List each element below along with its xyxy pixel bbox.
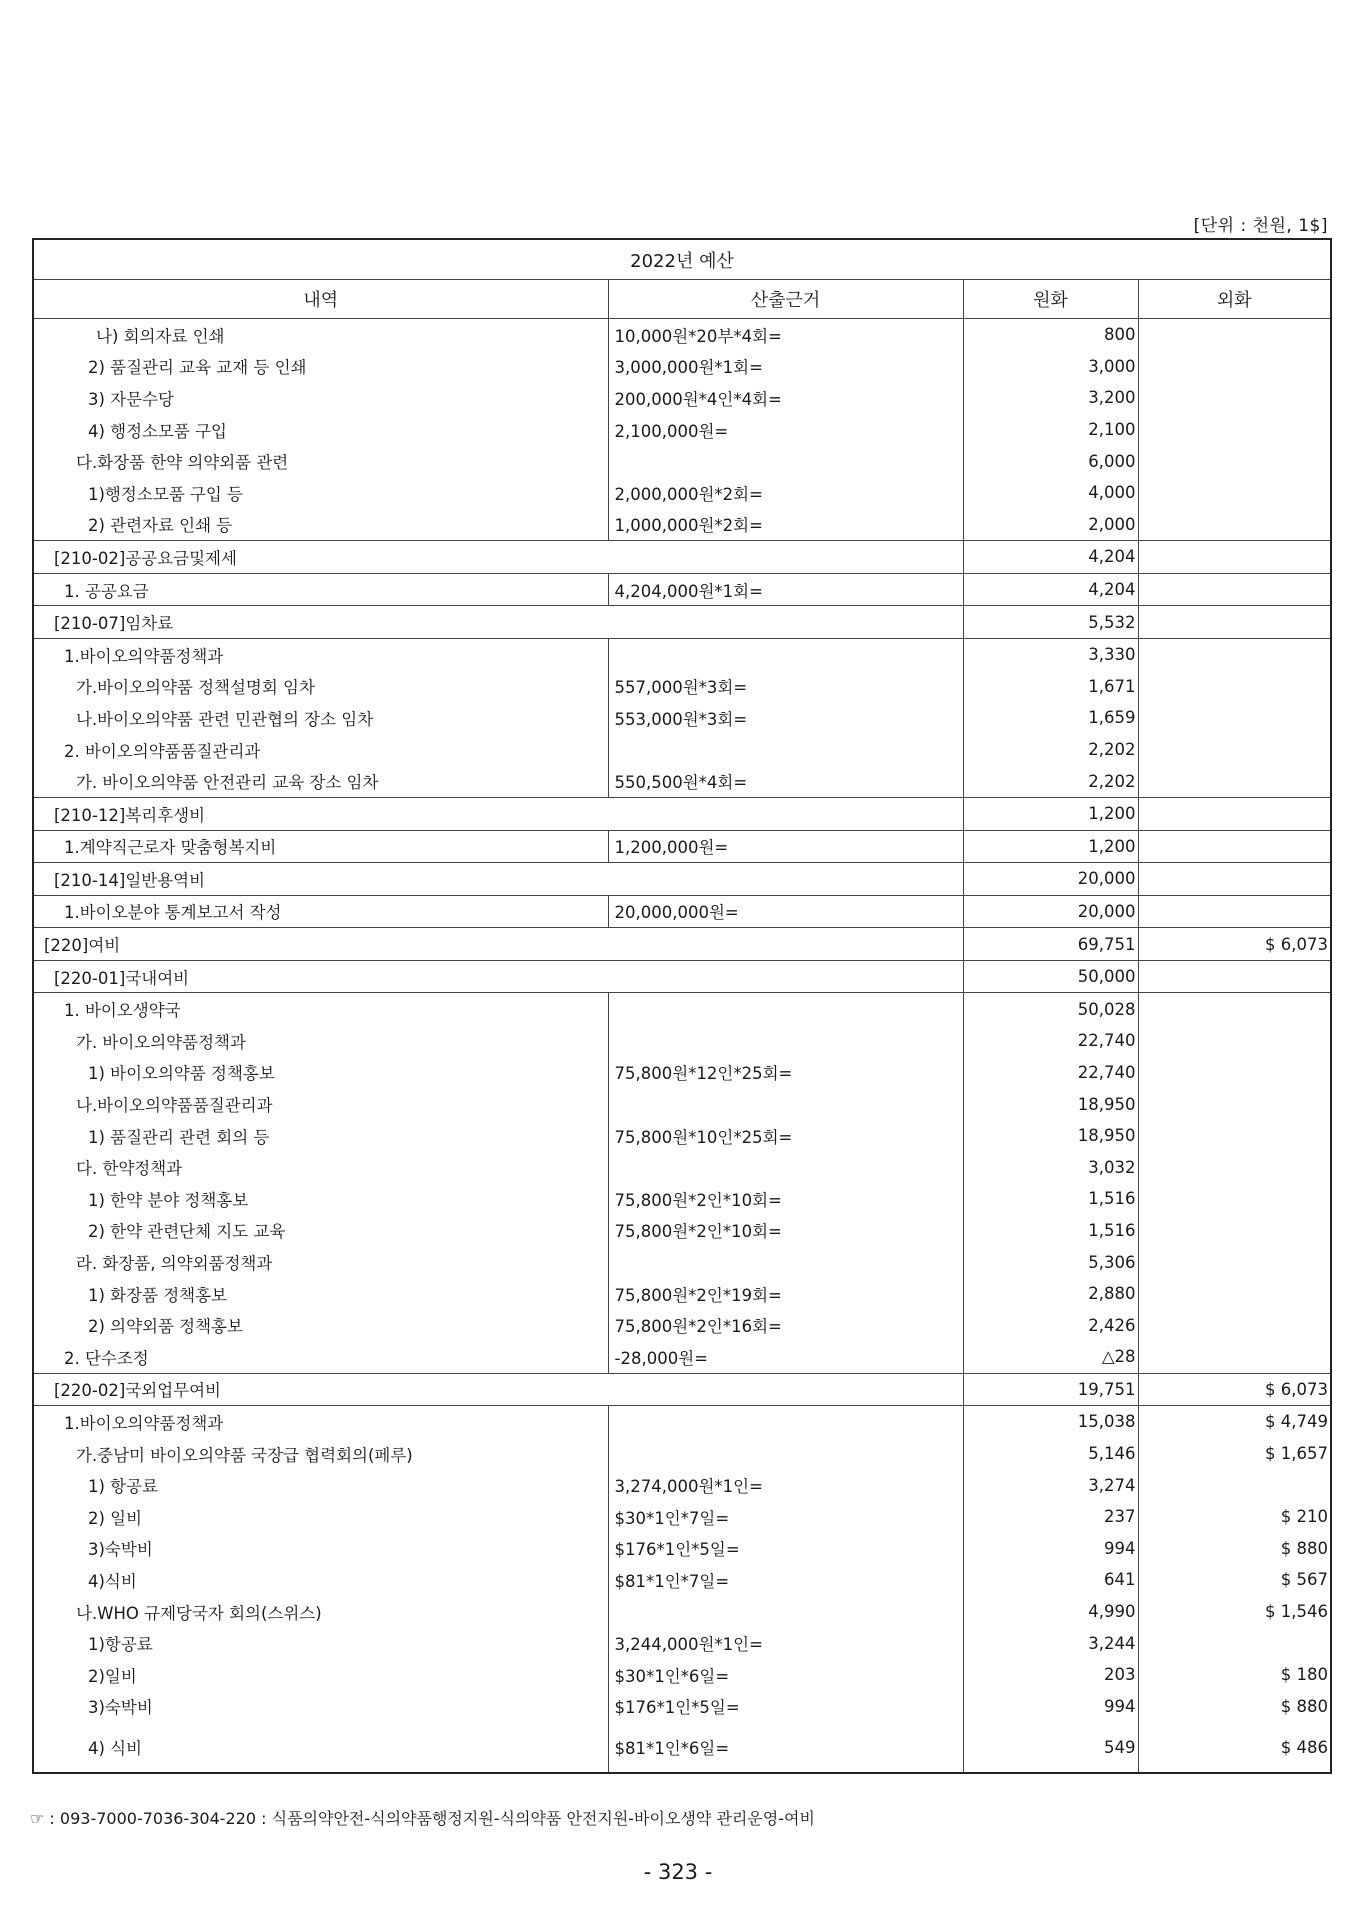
table-row <box>33 830 1331 863</box>
row-item: 4) 행정소모품 구입 <box>33 414 608 446</box>
row-item: [210-07]임차료 <box>33 606 963 639</box>
row-item: 3)숙박비 <box>33 1533 608 1565</box>
row-item: 1) 화장품 정책홍보 <box>33 1278 608 1310</box>
row-fx <box>1138 1215 1331 1247</box>
row-basis: 4,204,000원*1회= <box>608 573 963 606</box>
table-row <box>33 1120 1331 1152</box>
table-body <box>33 319 1331 1774</box>
row-fx <box>1138 1246 1331 1278</box>
row-item: 2) 품질관리 교육 교재 등 인쇄 <box>33 351 608 383</box>
table-row <box>33 1627 1331 1659</box>
table-row <box>33 1406 1331 1438</box>
row-krw: 237 <box>963 1501 1138 1533</box>
row-item: 1.바이오의약품정책과 <box>33 638 608 670</box>
row-fx: $ 486 <box>1280 1737 1329 1757</box>
table-row <box>33 993 1331 1025</box>
row-krw: 4,990 <box>963 1596 1138 1628</box>
table-row <box>33 765 1331 797</box>
header-basis: 산출근거 <box>608 280 963 319</box>
table-row <box>33 1183 1331 1215</box>
row-krw: 3,244 <box>963 1627 1138 1659</box>
row-fx <box>1138 702 1331 734</box>
table-row <box>33 382 1331 414</box>
row-basis <box>608 638 963 670</box>
table-row <box>33 1373 1331 1406</box>
row-fx: $ 6,073 <box>1138 928 1331 961</box>
row-fx: $ 4,749 <box>1138 1406 1331 1438</box>
table-row <box>33 797 1331 830</box>
row-fx <box>1138 960 1331 993</box>
row-krw: 6,000 <box>963 445 1138 477</box>
row-krw: 50,028 <box>963 993 1138 1025</box>
budget-table <box>32 238 1332 1774</box>
row-krw: 1,200 <box>963 830 1138 863</box>
row-basis: 2,000,000원*2회= <box>608 477 963 509</box>
row-basis: 75,800원*2인*10회= <box>608 1215 963 1247</box>
row-fx <box>1138 351 1331 383</box>
footer-note: ☞ : 093-7000-7036-304-220 : 식품의약안전-식의약품행정지원-식의약품 안전지원-바이오생약 관리운영-여비 <box>30 1809 815 1828</box>
row-basis: 75,800원*12인*25회= <box>608 1057 963 1089</box>
row-krw: 994 <box>963 1533 1138 1565</box>
row-item: 4)식비 <box>33 1564 608 1596</box>
row-item: 다.화장품 한약 의약외품 관련 <box>33 445 608 477</box>
row-item: 1) 한약 분야 정책홍보 <box>33 1183 608 1215</box>
table-row <box>33 1341 1331 1373</box>
row-krw: 549 <box>963 1722 1138 1773</box>
row-krw: 1,200 <box>963 797 1138 830</box>
row-fx <box>1138 606 1331 639</box>
row-fx: $ 567 <box>1280 1570 1329 1590</box>
table-row <box>33 1215 1331 1247</box>
row-fx <box>1138 1183 1331 1215</box>
table-row <box>33 1659 1331 1691</box>
row-fx <box>1138 1088 1331 1120</box>
table-row <box>33 541 1331 574</box>
row-fx <box>1138 1341 1331 1373</box>
row-krw: 203 <box>963 1659 1138 1691</box>
row-krw: 1,671 <box>963 671 1138 703</box>
row-fx <box>1138 734 1331 766</box>
row-krw: 4,204 <box>963 541 1138 574</box>
row-krw: 1,516 <box>963 1215 1138 1247</box>
page-number: - 323 - <box>643 1860 713 1884</box>
table-row <box>33 1564 1331 1596</box>
row-basis <box>608 445 963 477</box>
row-krw: △28 <box>963 1341 1138 1373</box>
table-row <box>33 1025 1331 1057</box>
row-fx <box>1138 1057 1331 1089</box>
table-row <box>33 477 1331 509</box>
row-krw: 20,000 <box>963 863 1138 896</box>
table-row <box>33 573 1331 606</box>
row-krw: 5,146 <box>963 1438 1138 1470</box>
row-krw: 19,751 <box>963 1373 1138 1406</box>
row-basis <box>608 1246 963 1278</box>
table-row <box>33 863 1331 896</box>
row-item: 1) 바이오의약품 정책홍보 <box>33 1057 608 1089</box>
row-basis <box>608 1438 963 1470</box>
row-fx: $ 6,073 <box>1138 1373 1331 1406</box>
row-fx <box>1138 797 1331 830</box>
row-item: [220-02]국외업무여비 <box>33 1373 963 1406</box>
row-fx <box>1138 541 1331 574</box>
row-krw: 69,751 <box>963 928 1138 961</box>
row-item: 2) 의약외품 정책홍보 <box>33 1309 608 1341</box>
row-basis <box>608 993 963 1025</box>
row-fx: $ 1,657 <box>1265 1444 1329 1464</box>
header-fx: 외화 <box>1138 280 1331 319</box>
row-krw: 2,000 <box>963 509 1138 541</box>
row-item: 3)숙박비 <box>33 1691 608 1723</box>
row-fx <box>1138 1309 1331 1341</box>
header-item: 내역 <box>33 280 608 319</box>
row-basis: 3,244,000원*1인= <box>608 1627 963 1659</box>
table-row <box>33 1722 1331 1773</box>
year-title: 2022년 예산 <box>33 239 1331 280</box>
row-item: 나.WHO 규제당국자 회의(스위스) <box>33 1596 608 1628</box>
row-item: 1. 공공요금 <box>33 573 608 606</box>
row-basis: $176*1인*5일= <box>608 1533 963 1565</box>
row-item: 나.바이오의약품 관련 민관협의 장소 임차 <box>33 702 608 734</box>
table-row <box>33 509 1331 541</box>
row-item: 다. 한약정책과 <box>33 1151 608 1183</box>
row-item: 1)행정소모품 구입 등 <box>33 477 608 509</box>
row-fx <box>1138 895 1331 928</box>
row-krw: 2,202 <box>963 734 1138 766</box>
row-fx: $ 1,546 <box>1265 1602 1329 1622</box>
row-item: 1.바이오의약품정책과 <box>33 1406 608 1438</box>
row-fx: $ 180 <box>1280 1665 1329 1685</box>
row-basis: 20,000,000원= <box>608 895 963 928</box>
row-fx <box>1138 1120 1331 1152</box>
row-item: 4) 식비 <box>33 1722 608 1773</box>
row-krw: 2,100 <box>963 414 1138 446</box>
row-basis <box>608 1596 963 1628</box>
row-item: 나.바이오의약품품질관리과 <box>33 1088 608 1120</box>
row-basis: 3,000,000원*1회= <box>608 351 963 383</box>
row-krw: 22,740 <box>963 1057 1138 1089</box>
row-krw: 2,880 <box>963 1278 1138 1310</box>
row-krw: 2,202 <box>963 765 1138 797</box>
row-item: 가.중남미 바이오의약품 국장급 협력회의(페루) <box>33 1438 608 1470</box>
row-item: [210-02]공공요금및제세 <box>33 541 963 574</box>
row-item: 2) 관련자료 인쇄 등 <box>33 509 608 541</box>
row-krw: 641 <box>963 1564 1138 1596</box>
row-fx <box>1138 414 1331 446</box>
row-fx <box>1138 573 1331 606</box>
table-row <box>33 319 1331 351</box>
row-item: 2) 일비 <box>33 1501 608 1533</box>
row-krw: 5,306 <box>963 1246 1138 1278</box>
table-row <box>33 895 1331 928</box>
table-row <box>33 1246 1331 1278</box>
table-row <box>33 1309 1331 1341</box>
row-fx: $ 880 <box>1280 1538 1329 1558</box>
table-row <box>33 734 1331 766</box>
row-item: [210-12]복리후생비 <box>33 797 963 830</box>
table-row <box>33 1501 1331 1533</box>
table-row <box>33 671 1331 703</box>
row-basis: 553,000원*3회= <box>608 702 963 734</box>
row-krw: 3,330 <box>963 638 1138 670</box>
row-item: 1)항공료 <box>33 1627 608 1659</box>
table-row <box>33 606 1331 639</box>
row-krw: 1,516 <box>963 1183 1138 1215</box>
row-basis: 10,000원*20부*4회= <box>608 319 963 351</box>
row-krw: 18,950 <box>963 1120 1138 1152</box>
row-fx <box>1138 671 1331 703</box>
row-krw: 15,038 <box>963 1406 1138 1438</box>
header-krw: 원화 <box>963 280 1138 319</box>
row-krw: 3,274 <box>963 1469 1138 1501</box>
row-basis <box>608 734 963 766</box>
row-fx <box>1138 638 1331 670</box>
row-krw: 2,426 <box>963 1309 1138 1341</box>
row-krw: 3,032 <box>963 1151 1138 1183</box>
row-krw: 1,659 <box>963 702 1138 734</box>
table-row <box>33 1691 1331 1723</box>
row-item: 1. 바이오생약국 <box>33 993 608 1025</box>
row-fx <box>1138 830 1331 863</box>
table-row <box>33 928 1331 961</box>
row-krw: 20,000 <box>963 895 1138 928</box>
row-basis <box>608 1088 963 1120</box>
unit-label: [단위 : 천원, 1$] <box>1193 216 1328 236</box>
row-fx <box>1138 1627 1331 1659</box>
row-fx <box>1138 765 1331 797</box>
row-item: 2. 단수조정 <box>33 1341 608 1373</box>
row-fx <box>1138 445 1331 477</box>
row-basis: 75,800원*10인*25회= <box>608 1120 963 1152</box>
row-krw: 4,000 <box>963 477 1138 509</box>
row-item: 1.계약직근로자 맞춤형복지비 <box>33 830 608 863</box>
row-item: 2) 한약 관련단체 지도 교육 <box>33 1215 608 1247</box>
row-basis: 200,000원*4인*4회= <box>608 382 963 414</box>
row-basis: 75,800원*2인*10회= <box>608 1183 963 1215</box>
row-item: 2. 바이오의약품품질관리과 <box>33 734 608 766</box>
row-fx <box>1138 1278 1331 1310</box>
row-basis: 75,800원*2인*19회= <box>608 1278 963 1310</box>
row-item: 라. 화장품, 의약외품정책과 <box>33 1246 608 1278</box>
row-basis: 75,800원*2인*16회= <box>608 1309 963 1341</box>
row-item: [210-14]일반용역비 <box>33 863 963 896</box>
row-basis: $81*1인*6일= <box>608 1722 963 1773</box>
row-item: 가.바이오의약품 정책설명회 임차 <box>33 671 608 703</box>
row-fx: $ 210 <box>1280 1507 1329 1527</box>
table-row <box>33 1088 1331 1120</box>
row-item: 가. 바이오의약품 안전관리 교육 장소 임차 <box>33 765 608 797</box>
row-basis: -28,000원= <box>608 1341 963 1373</box>
row-fx <box>1138 509 1331 541</box>
row-item: [220]여비 <box>33 928 963 961</box>
row-basis: 2,100,000원= <box>608 414 963 446</box>
table-row <box>33 1438 1331 1470</box>
row-krw: 18,950 <box>963 1088 1138 1120</box>
row-krw: 5,532 <box>963 606 1138 639</box>
row-krw: 800 <box>963 319 1138 351</box>
row-basis <box>608 1406 963 1438</box>
table-row <box>33 414 1331 446</box>
row-fx: $ 880 <box>1280 1696 1329 1716</box>
row-basis: $81*1인*7일= <box>608 1564 963 1596</box>
table-row <box>33 960 1331 993</box>
row-item: [220-01]국내여비 <box>33 960 963 993</box>
table-row <box>33 445 1331 477</box>
row-basis <box>608 1151 963 1183</box>
row-krw: 3,200 <box>963 382 1138 414</box>
table-row <box>33 1469 1331 1501</box>
table-row <box>33 1151 1331 1183</box>
table-row <box>33 638 1331 670</box>
row-fx <box>1138 1469 1331 1501</box>
row-item: 가. 바이오의약품정책과 <box>33 1025 608 1057</box>
row-krw: 3,000 <box>963 351 1138 383</box>
row-fx <box>1138 993 1331 1025</box>
row-krw: 4,204 <box>963 573 1138 606</box>
row-krw: 22,740 <box>963 1025 1138 1057</box>
table-row <box>33 702 1331 734</box>
table-row <box>33 1533 1331 1565</box>
row-basis <box>608 1025 963 1057</box>
row-basis: 3,274,000원*1인= <box>608 1469 963 1501</box>
row-fx <box>1138 1025 1331 1057</box>
row-krw: 994 <box>963 1691 1138 1723</box>
row-item: 나) 회의자료 인쇄 <box>33 319 608 351</box>
row-item: 1.바이오분야 통계보고서 작성 <box>33 895 608 928</box>
row-basis: $176*1인*5일= <box>608 1691 963 1723</box>
row-basis: $30*1인*7일= <box>608 1501 963 1533</box>
row-fx <box>1138 863 1331 896</box>
row-basis: 1,200,000원= <box>608 830 963 863</box>
row-basis: 557,000원*3회= <box>608 671 963 703</box>
row-fx <box>1138 477 1331 509</box>
table-row <box>33 351 1331 383</box>
row-basis: $30*1인*6일= <box>608 1659 963 1691</box>
row-item: 2)일비 <box>33 1659 608 1691</box>
row-krw: 50,000 <box>963 960 1138 993</box>
row-item: 3) 자문수당 <box>33 382 608 414</box>
row-fx <box>1138 319 1331 351</box>
table-row <box>33 1278 1331 1310</box>
row-basis: 550,500원*4회= <box>608 765 963 797</box>
row-basis: 1,000,000원*2회= <box>608 509 963 541</box>
table-row <box>33 1596 1331 1628</box>
row-fx <box>1138 1151 1331 1183</box>
table-row <box>33 1057 1331 1089</box>
row-item: 1) 품질관리 관련 회의 등 <box>33 1120 608 1152</box>
row-item: 1) 항공료 <box>33 1469 608 1501</box>
row-fx <box>1138 382 1331 414</box>
